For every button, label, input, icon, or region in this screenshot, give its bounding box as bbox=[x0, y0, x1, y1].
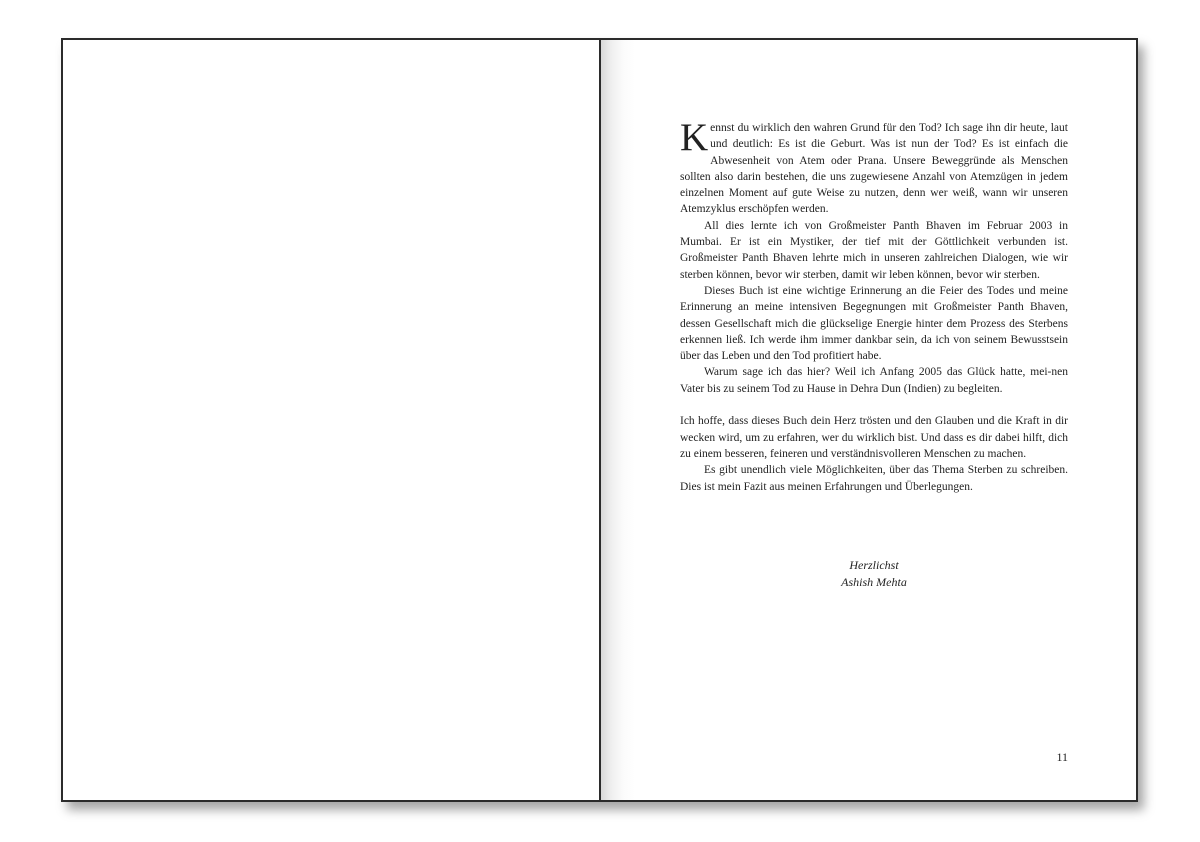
paragraph-2: All dies lernte ich von Großmeister Panth Bhaven im Februar 2003 in Mumbai. Er ist ein Mystiker, der tief mit der Göttlichkeit verbunden ist. Großmeister Panth Bhaven lehrte mich in unseren zahlreichen Dialogen, wie wir sterben können, bevor wir sterben, damit wir leben können, bevor wir sterben. bbox=[680, 219, 1068, 281]
paragraph-6: Es gibt unendlich viele Möglichkeiten, über das Thema Sterben zu schreiben. Dies ist mein Fazit aus meinen Erfahrungen und Überlegungen. bbox=[680, 464, 1068, 493]
page-number: 11 bbox=[1056, 750, 1068, 764]
body-text bbox=[680, 116, 1068, 495]
right-page bbox=[601, 40, 1136, 800]
paragraph-1 bbox=[680, 116, 1068, 218]
signature-author: Ashish Mehta bbox=[841, 574, 907, 589]
drop-cap: K bbox=[680, 116, 709, 159]
signature-closing: Herzlichst bbox=[849, 558, 899, 572]
paragraph-3: Dieses Buch ist eine wichtige Erinnerung an die Feier des Todes und meine Erinnerung an meine intensiven Begegnungen mit Großmeister Panth Bhaven, dessen Gesellschaft mich die glückselige Energie hinter dem Prozess des Sterbens erkennen ließ. Ich werde ihm immer dankbar sein, da ich von seinem Bewusstsein über das Leben und den Tod profitiert habe. bbox=[680, 284, 1068, 363]
paragraph-5: Ich hoffe, dass dieses Buch dein Herz trösten und den Glauben und die Kraft in dir wecken wird, um zu erfahren, wer du wirklich bist. Und dass es dir dabei hilft, dich zu einem besseren, feineren und verständnisvolleren Menschen zu machen. bbox=[680, 415, 1068, 460]
signature-block bbox=[680, 557, 1068, 590]
book-spread bbox=[61, 38, 1138, 802]
left-page-blank bbox=[63, 40, 599, 800]
paragraph-1-text: ennst du wirklich den wahren Grund für den Tod? Ich sage ihn dir heute, laut und deutlich: Es ist die Geburt. Was ist nun der Tod? Es ist einfach die Abwesenheit von Atem oder Prana. Unsere Beweggründe als Menschen sollten also darin bestehen, die uns zugewiesene Anzahl von Atemzügen in jedem einzelnen Moment auf gute Weise zu nutzen, denn wer weiß, wann wir unseren Atemzyklus erschöpfen werden. bbox=[680, 122, 1068, 216]
paragraph-4: Warum sage ich das hier? Weil ich Anfang 2005 das Glück hatte, mei-nen Vater bis zu seinem Tod zu Hause in Dehra Dun (Indien) zu begleiten. bbox=[680, 366, 1068, 395]
